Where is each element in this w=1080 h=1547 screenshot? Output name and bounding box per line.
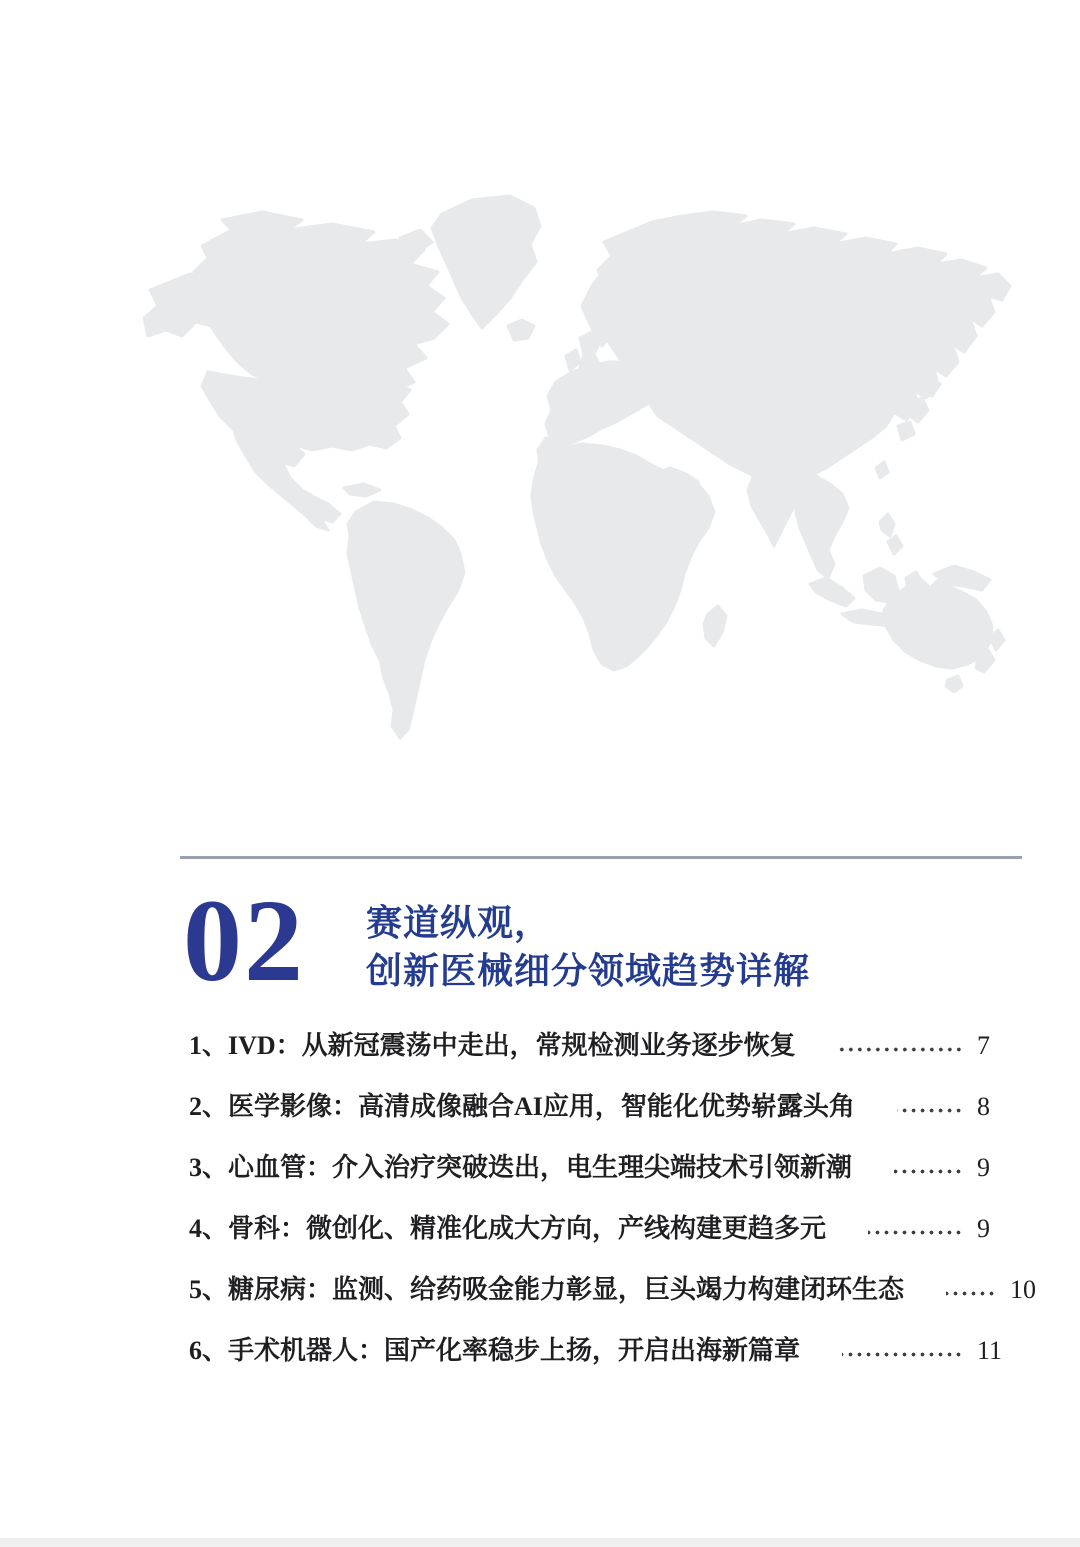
section-title-line2: 创新医械细分领域趋势详解 [366, 951, 811, 991]
toc-item-label: 6、手术机器人：国产化率稳步上扬，开启出海新篇章 [189, 1336, 801, 1365]
toc-item-page: 8 [977, 1092, 990, 1121]
toc-item-label: 5、糖尿病：监测、给药吸金能力彰显，巨头竭力构建闭环生态 [189, 1275, 905, 1304]
world-map-graphic [142, 186, 1014, 746]
toc-item-page: 11 [977, 1336, 1003, 1365]
toc-item-page: 9 [977, 1214, 990, 1243]
toc-item[interactable] [189, 1032, 1013, 1060]
toc-leader-dots [842, 1352, 963, 1357]
toc-item-page: 9 [977, 1153, 990, 1182]
table-of-contents [189, 1031, 1037, 1398]
page-bottom-edge [0, 1538, 1080, 1547]
toc-item-page: 7 [977, 1031, 990, 1060]
toc-leader-dots [894, 1169, 963, 1174]
toc-leader-dots [897, 1108, 963, 1113]
section-title-line1: 赛道纵观， [366, 903, 552, 943]
toc-item-page: 10 [1010, 1275, 1037, 1304]
toc-item[interactable] [189, 1275, 1037, 1304]
toc-item-label: 1、IVD：从新冠震荡中走出，常规检测业务逐步恢复 [189, 1031, 796, 1060]
toc-item[interactable] [189, 1093, 1013, 1121]
toc-item-label: 4、骨科：微创化、精准化成大方向，产线构建更趋多元 [189, 1214, 827, 1243]
section-number: 02 [183, 875, 305, 1006]
toc-item[interactable] [189, 1337, 1013, 1365]
toc-item[interactable] [189, 1215, 1013, 1243]
toc-leader-dots [946, 1291, 996, 1296]
toc-item-label: 2、医学影像：高清成像融合AI应用，智能化优势崭露头角 [189, 1092, 855, 1121]
section-divider-line [180, 856, 1022, 859]
toc-item[interactable] [189, 1154, 1013, 1182]
toc-leader-dots [868, 1230, 963, 1235]
section-title [366, 899, 810, 995]
toc-leader-dots [838, 1047, 963, 1052]
toc-item-label: 3、心血管：介入治疗突破迭出，电生理尖端技术引领新潮 [189, 1153, 853, 1182]
